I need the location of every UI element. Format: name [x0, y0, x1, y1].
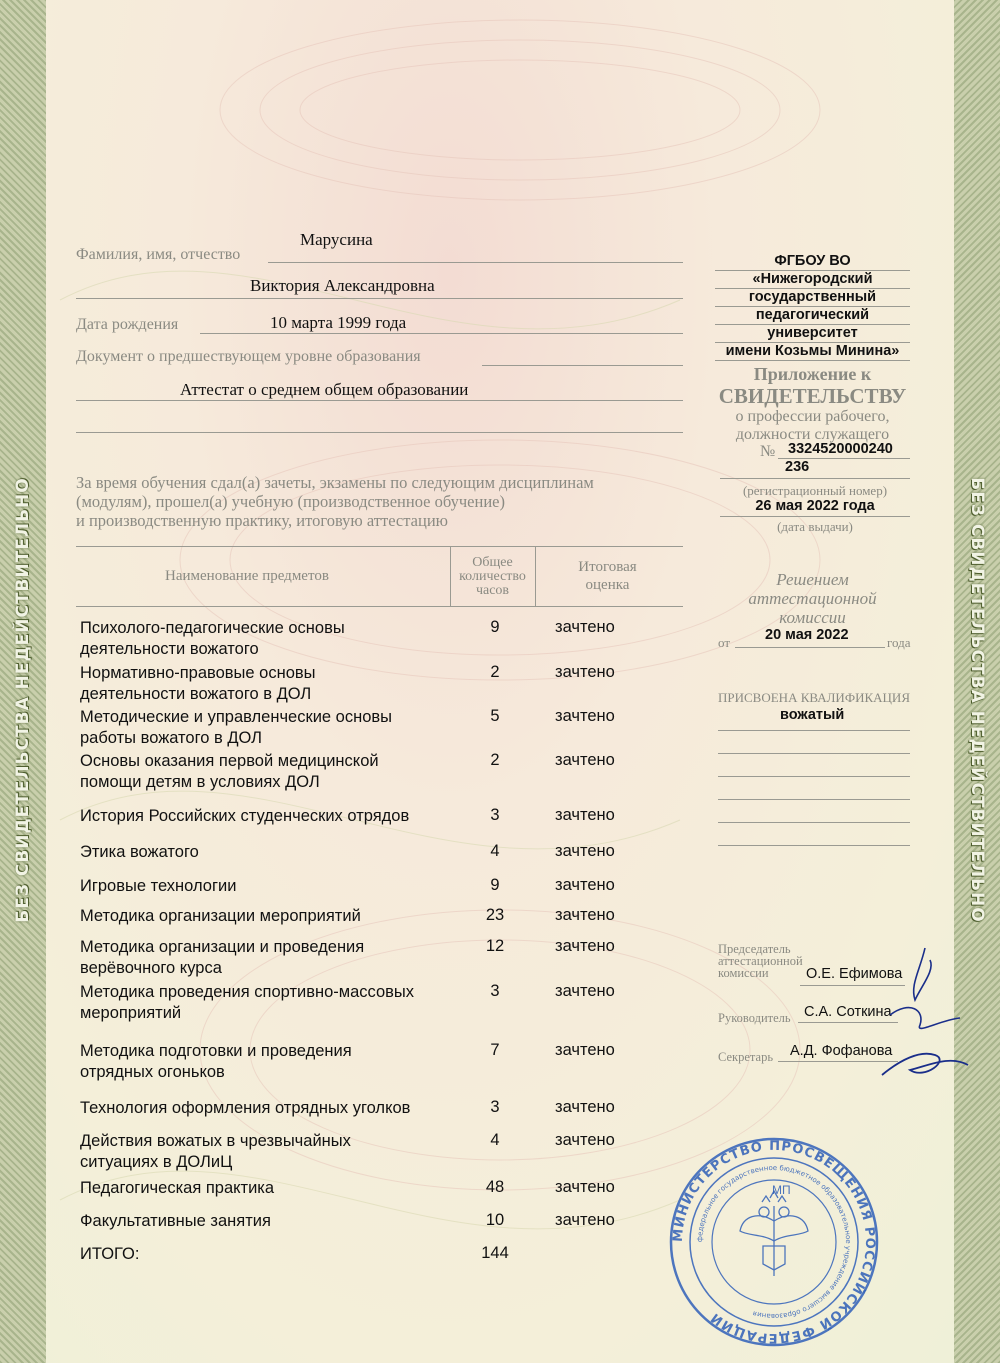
- institution-rule-6: [715, 360, 910, 361]
- chair-label-line-1: Председатель: [718, 942, 791, 956]
- table-divider-2: [535, 546, 536, 606]
- fio-underline: [268, 262, 683, 263]
- subject-hours: 4: [490, 1131, 500, 1149]
- header-hours: [450, 556, 535, 598]
- subject-hours: 9: [490, 876, 500, 894]
- intro-line-3: и производственную практику, итоговую аттестацию: [76, 511, 448, 530]
- subject-hours: 10: [485, 1211, 505, 1229]
- subject-hours: 4: [490, 842, 500, 860]
- subject-name-cont: деятельности вожатого: [80, 640, 259, 658]
- subject-name-cont: ситуациях в ДОЛиЦ: [80, 1153, 233, 1171]
- side-caption-right: БЕЗ СВИДЕТЕЛЬСТВА НЕДЕЙСТВИТЕЛЬНО: [967, 477, 987, 923]
- subject-grade: зачтено: [555, 707, 615, 725]
- qualification-rule-1: [718, 730, 910, 731]
- qualification-label: ПРИСВОЕНА КВАЛИФИКАЦИЯ: [718, 690, 910, 705]
- reg-number-rule-2: [720, 478, 910, 479]
- subject-name: Методика подготовки и проведения: [80, 1042, 352, 1060]
- subject-name-cont: верёвочного курса: [80, 959, 222, 977]
- subject-name-cont: деятельности вожатого в ДОЛ: [80, 685, 312, 703]
- head-name: С.А. Соткина: [804, 1004, 892, 1020]
- subject-grade: зачтено: [555, 1178, 615, 1196]
- subject-hours: 3: [490, 1098, 500, 1116]
- prev-doc-underline: [482, 365, 683, 366]
- institution-rule-5: [715, 342, 910, 343]
- subject-name: Основы оказания первой медицинской: [80, 752, 379, 770]
- subject-grade: зачтено: [555, 982, 615, 1000]
- subject-hours: 3: [490, 982, 500, 1000]
- decision-line-3: комиссии: [779, 608, 846, 627]
- subject-grade: зачтено: [555, 1211, 615, 1229]
- appendix-title-line-1: Приложение к: [753, 364, 872, 384]
- decision-line-2: аттестационной: [748, 589, 877, 608]
- reg-number-sign: №: [760, 443, 776, 460]
- qualification-value: вожатый: [780, 707, 845, 723]
- subject-name: Игровые технологии: [80, 877, 237, 895]
- institution-line-2: «Нижегородский: [752, 271, 873, 287]
- reg-number-value-2: 236: [785, 459, 810, 475]
- table-top-rule: [76, 546, 683, 547]
- subject-hours: 5: [490, 707, 500, 725]
- appendix-sub-2: должности служащего: [735, 426, 890, 443]
- decision-block: [715, 570, 910, 627]
- header-grade-line-2: оценка: [585, 577, 630, 593]
- subject-grade: зачтено: [555, 842, 615, 860]
- decision-from-label: от: [718, 635, 731, 650]
- intro-line-2: (модулям), прошел(а) учебную (производственное обучение): [76, 492, 505, 511]
- subject-grade: зачтено: [555, 1131, 615, 1149]
- chair-label: [718, 943, 803, 979]
- subject-grade: зачтено: [555, 937, 615, 955]
- subject-name: Методика организации мероприятий: [80, 907, 361, 925]
- subject-hours: 48: [485, 1178, 505, 1196]
- institution-rule-4: [715, 324, 910, 325]
- subject-hours: 23: [485, 906, 505, 924]
- prev-doc-label: Документ о предшествующем уровне образования: [76, 348, 421, 365]
- subject-name-cont: помощи детям в условиях ДОЛ: [80, 773, 320, 791]
- decision-line-1: Решением: [776, 570, 849, 589]
- header-hours-line-1: Общее: [472, 555, 513, 570]
- chair-label-line-2: аттестационной: [718, 954, 803, 968]
- qualification-rule-3: [718, 776, 910, 777]
- appendix-sub-1: о профессии рабочего,: [735, 408, 890, 425]
- seal-mark: МП: [772, 1183, 791, 1197]
- subject-name: Факультативные занятия: [80, 1212, 271, 1230]
- header-grade-line-1: Итоговая: [578, 559, 637, 575]
- issue-date-value: 26 мая 2022 года: [755, 498, 875, 514]
- subject-hours: 12: [485, 937, 505, 955]
- institution-rule-1: [715, 270, 910, 271]
- subject-name: Психолого-педагогические основы: [80, 619, 345, 637]
- total-label: ИТОГО:: [80, 1245, 140, 1263]
- issue-date-caption: (дата выдачи): [777, 519, 853, 534]
- name-value: Виктория Александровна: [250, 276, 435, 295]
- prev-doc-underline-3: [76, 432, 683, 433]
- appendix-title: [715, 364, 910, 444]
- fio-label: Фамилия, имя, отчество: [76, 246, 241, 263]
- decision-date-value: 20 мая 2022: [765, 627, 849, 643]
- subject-grade: зачтено: [555, 618, 615, 636]
- subject-hours: 9: [490, 618, 500, 636]
- handwritten-signatures: [880, 940, 970, 1090]
- institution-rule-2: [715, 288, 910, 289]
- subject-name: История Российских студенческих отрядов: [80, 807, 410, 825]
- prev-doc-value: Аттестат о среднем общем образовании: [180, 380, 469, 399]
- secretary-name: А.Д. Фофанова: [790, 1043, 893, 1059]
- seal-inner-text: федеральное государственное бюджетное образовательное учреждение высшего образования: [695, 1163, 853, 1321]
- subject-name-cont: мероприятий: [80, 1004, 182, 1022]
- subject-name: Педагогическая практика: [80, 1179, 275, 1197]
- table-header-rule: [76, 606, 683, 607]
- intro-line-1: За время обучения сдал(а) зачеты, экзамены по следующим дисциплинам: [76, 473, 594, 492]
- subject-hours: 3: [490, 806, 500, 824]
- qualification-rule-4: [718, 799, 910, 800]
- secretary-label: Секретарь: [718, 1050, 774, 1064]
- decision-year-label: года: [887, 635, 911, 650]
- reg-number-value-1: 3324520000240: [788, 441, 893, 457]
- institution-line-3: государственный: [748, 289, 877, 305]
- qualification-rule-6: [718, 845, 910, 846]
- official-seal-stamp: [668, 1136, 880, 1348]
- header-hours-line-3: часов: [475, 583, 510, 598]
- institution-rule-3: [715, 306, 910, 307]
- subject-grade: зачтено: [555, 876, 615, 894]
- total-hours: 144: [481, 1244, 509, 1262]
- institution-line-6: имени Козьмы Минина»: [725, 343, 900, 359]
- subject-name: Нормативно-правовые основы: [80, 664, 316, 682]
- subject-name-cont: отрядных огоньков: [80, 1063, 225, 1081]
- subject-name: Методика проведения спортивно-массовых: [80, 983, 415, 1001]
- reg-number-rule-1: [778, 458, 910, 459]
- issue-date-rule: [720, 516, 910, 517]
- subject-hours: 2: [490, 751, 500, 769]
- chair-label-line-3: комиссии: [718, 966, 769, 980]
- institution-line-1: ФГБОУ ВО: [774, 253, 851, 269]
- eagle-emblem-icon: [740, 1191, 808, 1276]
- header-grade: [545, 558, 670, 594]
- subject-grade: зачтено: [555, 1041, 615, 1059]
- prev-doc-underline-2: [76, 400, 683, 401]
- subject-grade: зачтено: [555, 751, 615, 769]
- subject-grade: зачтено: [555, 1098, 615, 1116]
- subject-grade: зачтено: [555, 806, 615, 824]
- subject-name: Методика организации и проведения: [80, 938, 365, 956]
- appendix-title-line-2: СВИДЕТЕЛЬСТВУ: [718, 384, 907, 408]
- chair-name: О.Е. Ефимова: [806, 966, 903, 982]
- subject-grade: зачтено: [555, 663, 615, 681]
- qualification-rule-5: [718, 822, 910, 823]
- subject-name: Действия вожатых в чрезвычайных: [80, 1132, 351, 1150]
- institution-line-4: педагогический: [755, 307, 870, 323]
- surname-value: Марусина: [300, 230, 373, 249]
- reg-number-caption: (регистрационный номер): [742, 483, 888, 498]
- subject-hours: 2: [490, 663, 500, 681]
- subject-name: Методические и управленческие основы: [80, 708, 393, 726]
- name-underline: [76, 298, 683, 299]
- birth-date-label: Дата рождения: [76, 316, 179, 333]
- head-label: Руководитель: [718, 1011, 791, 1025]
- subject-grade: зачтено: [555, 906, 615, 924]
- institution-line-5: университет: [767, 325, 858, 341]
- subject-name: Этика вожатого: [80, 843, 199, 861]
- subject-name: Технология оформления отрядных уголков: [80, 1099, 411, 1117]
- seal-outer-text: МИНИСТЕРСТВО ПРОСВЕЩЕНИЯ РОССИЙСКОЙ ФЕДЕРАЦИИ: [670, 1138, 878, 1346]
- header-subject: Наименование предметов: [165, 568, 329, 584]
- birth-date-value: 10 марта 1999 года: [270, 313, 407, 332]
- birth-underline: [200, 333, 683, 334]
- header-hours-line-2: количество: [459, 569, 526, 584]
- side-caption-left: БЕЗ СВИДЕТЕЛЬСТВА НЕДЕЙСТВИТЕЛЬНО: [13, 477, 33, 923]
- subject-name-cont: работы вожатого в ДОЛ: [80, 729, 263, 747]
- qualification-rule-2: [718, 753, 910, 754]
- decision-date-rule: [735, 647, 885, 648]
- subject-hours: 7: [490, 1041, 500, 1059]
